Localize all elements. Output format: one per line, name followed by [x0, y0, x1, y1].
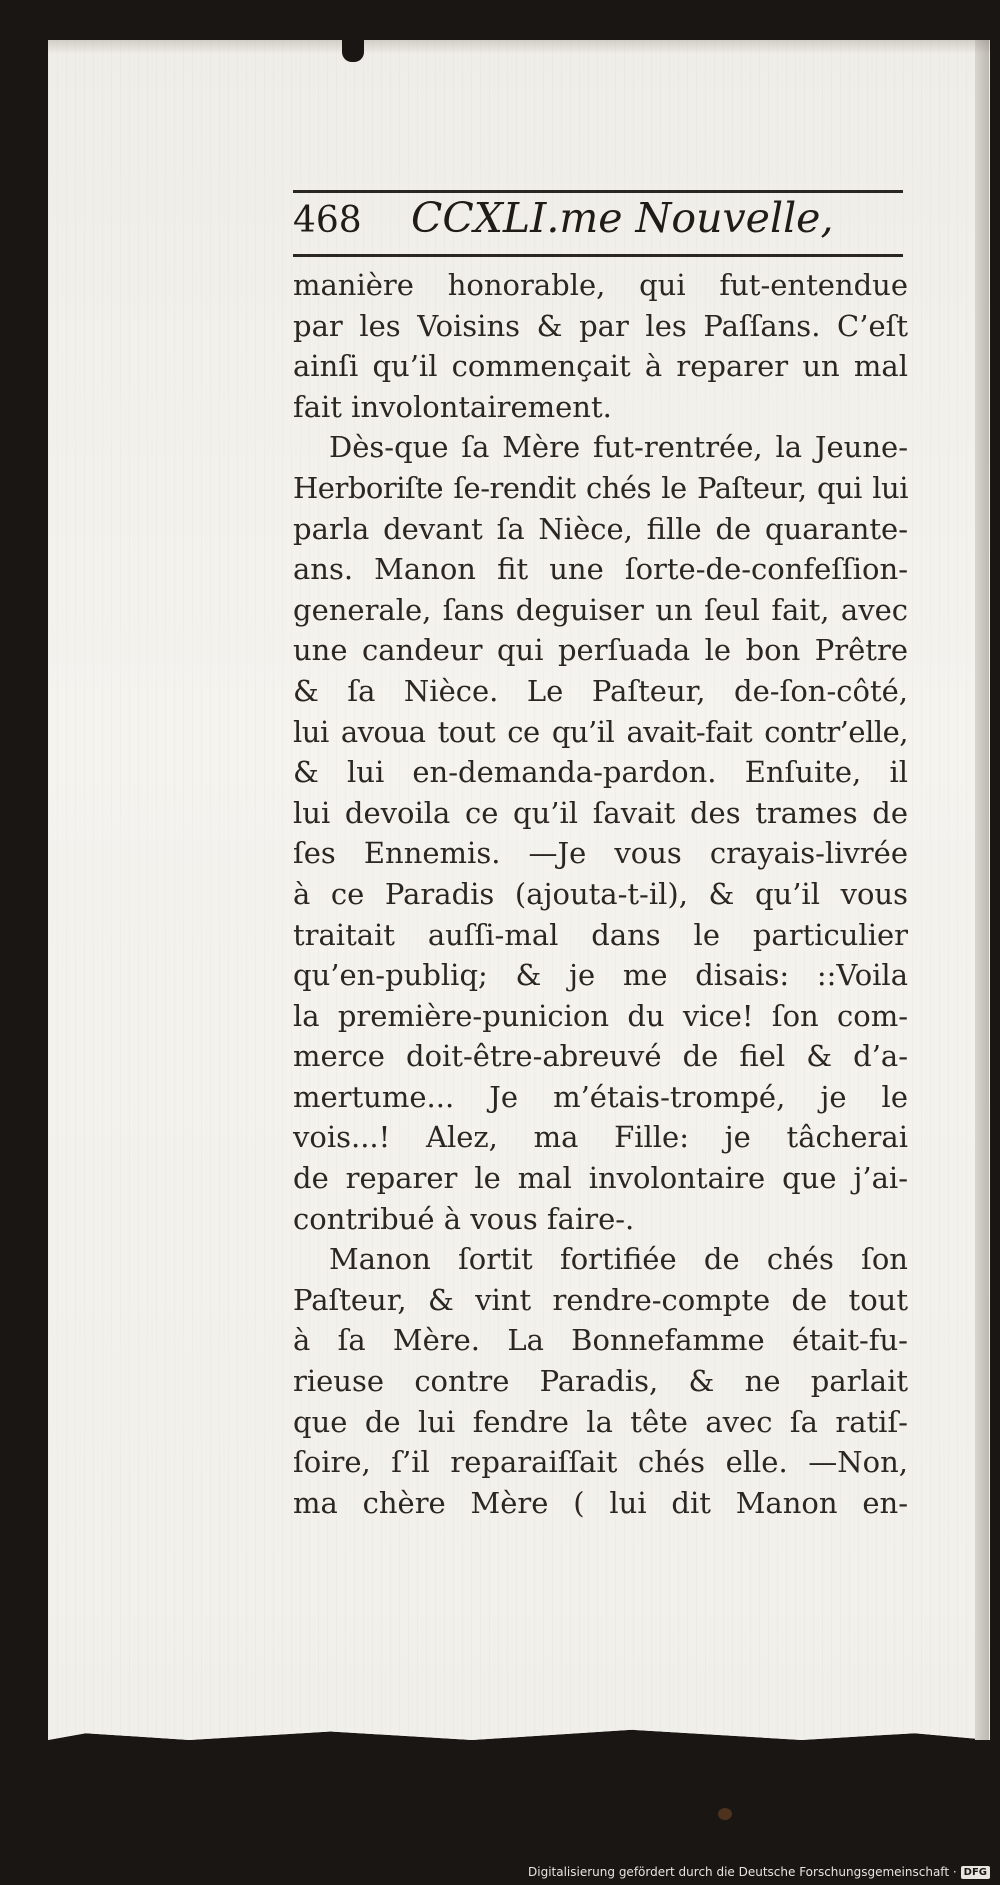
- text-line: mertume... Je m’étais-trompé, je le: [293, 1079, 908, 1114]
- text-line: à ſa Mère. La Bonnefamme était-fu-: [293, 1323, 908, 1358]
- digitization-credit: [528, 1865, 990, 1879]
- credit-text: Digitalisierung gefördert durch die Deutsche Forschungsgemeinschaft ·: [528, 1865, 957, 1879]
- text-line: vois...! Alez, ma Fille: je tâcherai: [293, 1120, 908, 1155]
- text-line: à ce Paradis (ajouta-t-il), & qu’il vous: [293, 876, 908, 911]
- body-text: [293, 265, 908, 1523]
- running-title: CCXLI.me Nouvelle,: [411, 194, 834, 242]
- text-line: que de lui fendre la tête avec ſa ratiſ-: [293, 1404, 908, 1439]
- text-line: manière honorable, qui fut-entendue: [293, 268, 908, 302]
- text-line: & lui en-demanda-pardon. Enſuite, il: [293, 755, 908, 790]
- text-line: ma chère Mère ( lui dit Manon en-: [293, 1485, 908, 1520]
- text-line: merce doit-être-abreuvé de fiel & d’a-: [293, 1039, 908, 1074]
- header-rule-top: [293, 190, 903, 193]
- text-line: Herboriſte ſe-rendit chés le Paſteur, qui lui: [293, 470, 908, 505]
- running-head: [293, 194, 903, 250]
- header-rule-bottom: [293, 254, 903, 257]
- text-line: la première-punicion du vice! ſon com-: [293, 998, 908, 1033]
- text-line: Dès-que ſa Mère fut-rentrée, la Jeune-: [329, 430, 908, 465]
- binding-notch: [342, 38, 364, 62]
- text-line: traitait auſſi-mal dans le particulier: [293, 917, 908, 952]
- text-line: ſes Ennemis. —Je vous crayais-livrée: [293, 836, 908, 871]
- page-shadow: [48, 40, 990, 54]
- text-line: Manon ſortit fortifiée de chés ſon: [329, 1242, 908, 1277]
- text-line: & ſa Nièce. Le Paſteur, de-ſon-côté,: [293, 673, 908, 708]
- text-line: ſoire, ſ’il reparaiſſait chés elle. —Non,: [293, 1445, 908, 1480]
- text-line: ainſi qu’il commençait à reparer un mal: [293, 349, 908, 384]
- page-number: 468: [293, 200, 362, 241]
- text-line: de reparer le mal involontaire que j’ai-: [293, 1161, 908, 1196]
- text-line: par les Voisins & par les Paſſans. C’eſt: [293, 308, 908, 343]
- text-line: une candeur qui perſuada le bon Prêtre: [293, 633, 908, 668]
- text-line: parla devant ſa Nièce, fille de quarante-: [293, 511, 908, 546]
- text-line: lui devoila ce qu’il ſavait des trames de: [293, 795, 908, 830]
- text-line: qu’en-publiq; & je me disais: ::Voila: [293, 958, 908, 993]
- paper-stain: [718, 1808, 732, 1820]
- text-line: rieuse contre Paradis, & ne parlait: [293, 1364, 908, 1399]
- dfg-logo: DFG: [961, 1866, 990, 1879]
- page-edge: [975, 40, 989, 1740]
- text-line: contribué à vous faire-.: [293, 1201, 635, 1236]
- text-line: lui avoua tout ce qu’il avait-fait contr’elle,: [293, 714, 908, 749]
- text-line: ans. Manon fit une ſorte-de-confeſſion-: [293, 552, 908, 587]
- text-line: fait involontairement.: [293, 389, 612, 424]
- text-line: generale, ſans deguiser un ſeul fait, avec: [293, 592, 908, 627]
- text-line: Paſteur, & vint rendre-compte de tout: [293, 1282, 908, 1317]
